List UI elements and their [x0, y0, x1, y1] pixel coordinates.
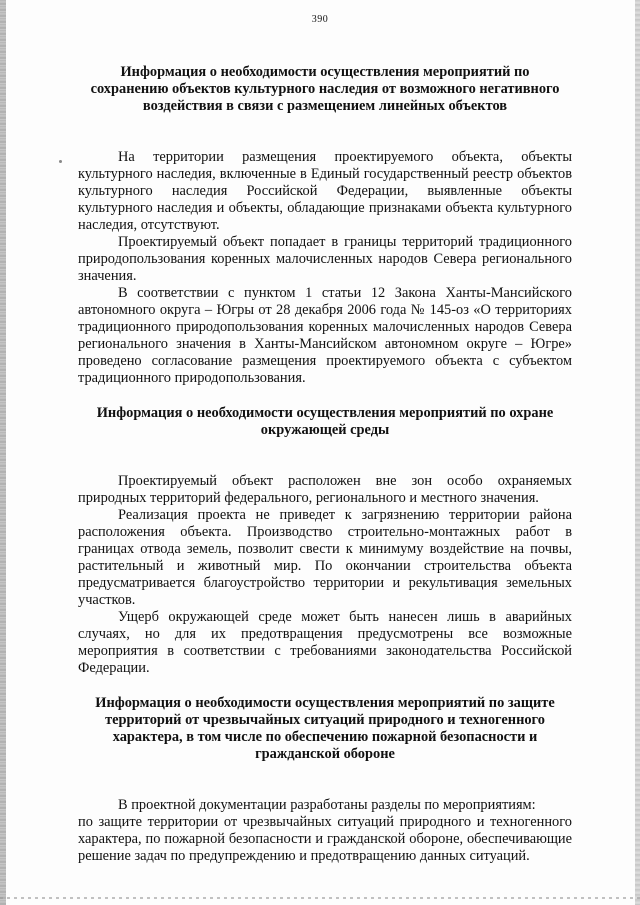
paragraph: Проектируемый объект расположен вне зон особо охраняемых природных территорий федерального, регионального и местного значения. — [78, 473, 572, 506]
paragraph-continuation: по защите территории от чрезвычайных ситуаций природного и техногенного характера, по пожарной безопасности и гражданской обороне, обеспечивающие решение задач по предупреждению и предотвращению данных ситуаций. — [78, 814, 572, 864]
paragraph: В соответствии с пунктом 1 статьи 12 Закона Ханты-Мансийского автономного округа – Югры от 28 декабря 2006 года № 145-оз «О территориях традиционного природопользования коренных малочисленных народов Севера регионального значения в Ханты-Мансийском автономном округе – Югре» проведено согласование размещения проектируемого объекта с субъектом традиционного природопользования. — [78, 285, 572, 386]
section-heading-cultural-heritage: Информация о необходимости осуществления мероприятий по сохранению объектов культурного наследия от возможного негативного воздействия в связи с размещением линейных объектов — [90, 64, 560, 114]
paragraph: В проектной документации разработаны разделы по мероприятиям: — [118, 797, 536, 813]
paragraph: На территории размещения проектируемого объекта, объекты культурного наследия, включенные в Единый государственный реестр объектов культурного наследия Российской Федерации, выявленные объекты культурного наследия и объекты, обладающие признаками объекта культурного наследия, отсутствуют. — [78, 149, 572, 233]
paragraph: Проектируемый объект попадает в границы территорий традиционного природопользования коренных малочисленных народов Севера регионального значения. — [78, 234, 572, 284]
scan-speck — [59, 160, 62, 163]
scan-edge-right — [635, 0, 640, 905]
page-number: 390 — [311, 14, 329, 25]
paragraph: Ущерб окружающей среде может быть нанесен лишь в аварийных случаях, но для их предотвращения предусмотрены все возможные мероприятия в соответствии с требованиями законодательства Российской Федерации. — [78, 609, 572, 676]
section-heading-environment: Информация о необходимости осуществления мероприятий по охране окружающей среды — [96, 405, 554, 438]
section-heading-emergency: Информация о необходимости осуществления мероприятий по защите территорий от чрезвычайных ситуаций природного и техногенного характера, в том числе по обеспечению пожарной безопасности и гражданской обороне — [95, 695, 555, 762]
document-body — [78, 64, 572, 865]
paragraph: Реализация проекта не приведет к загрязнению территории района расположения объекта. Производство строительно-монтажных работ в границах отвода земель, позволит свести к минимуму воздействие на почвы, растительный и животный мир. По окончании строительства объекта предусматривается благоустройство территории и рекультивация земельных участков. — [78, 507, 572, 608]
scan-edge-left — [0, 0, 6, 905]
scan-edge-bottom — [0, 897, 640, 899]
